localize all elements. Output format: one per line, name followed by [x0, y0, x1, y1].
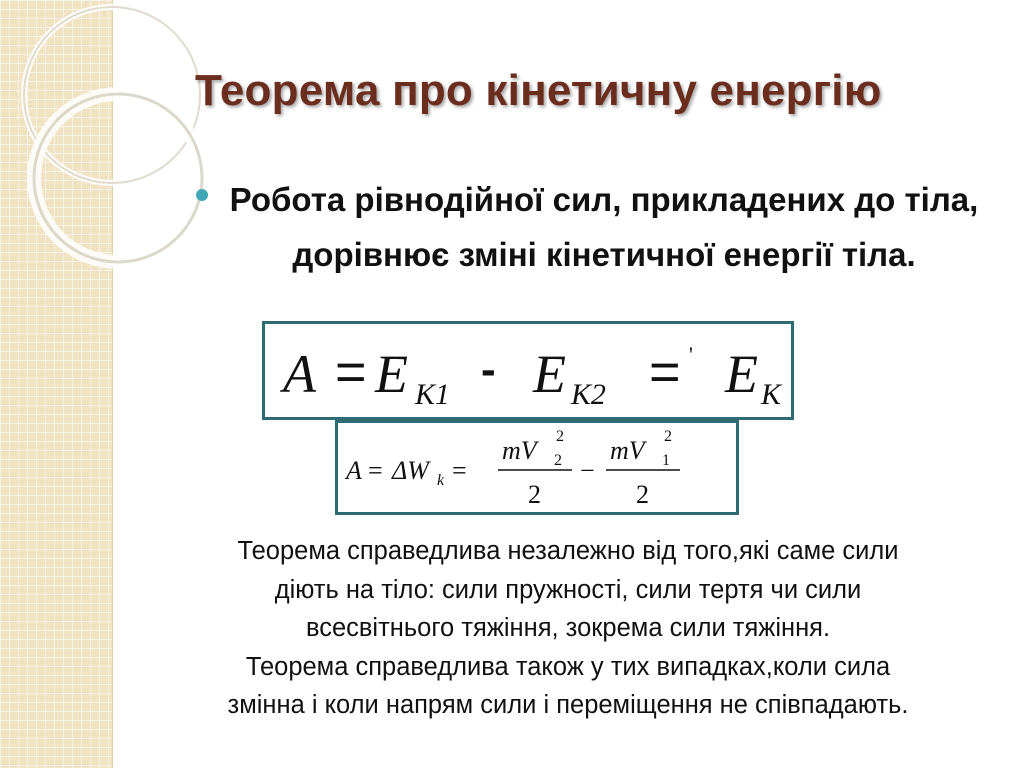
formula2-num1-sup: 2	[556, 428, 564, 445]
formula-tick: '	[689, 342, 693, 367]
formula2-num2-sub: 1	[662, 452, 670, 469]
formula-sub-k: К	[761, 378, 781, 411]
formula2-equals: =	[368, 456, 383, 485]
slide-title: Теорема про кінетичну енергію	[195, 66, 882, 115]
paragraph-line: змінна і коли напрям сили і переміщення не співпадають.	[227, 691, 909, 719]
formula-equals-2: =	[649, 342, 681, 402]
formula-sub-k1: К1	[415, 378, 450, 411]
formula-equals-1: =	[335, 342, 367, 402]
formula2-den2: 2	[636, 480, 649, 509]
work-energy-formula-box	[262, 321, 794, 420]
formula2-num2-sup: 2	[664, 428, 672, 445]
paragraph-line: Теорема справедлива також у тих випадках,коли сила	[245, 652, 891, 681]
paragraph-line: всесвітнього тяжіння, зокрема сили тяжіння.	[305, 614, 831, 642]
formula2-minus: −	[580, 456, 595, 485]
formula-sub-k2: К2	[571, 378, 606, 411]
formula2-den1: 2	[528, 480, 541, 509]
formula2-a: A	[346, 456, 362, 485]
formula2-num1-sub: 2	[554, 452, 562, 469]
formula-minus: -	[481, 345, 496, 394]
bullet-text: Робота рівнодійної сил, прикладених до тіла, дорівнює зміні кінетичної енергії тіла.	[229, 181, 979, 273]
kinetic-energy-formula	[338, 423, 736, 512]
paragraph-line: діють на тіло: сили пружності, сили тертя чи сили	[274, 575, 862, 604]
formula-e2: E	[533, 344, 566, 404]
formula-e1: E	[375, 344, 408, 404]
formula-e3: E	[725, 344, 758, 404]
formula2-num1: mV	[502, 436, 537, 465]
explanation-paragraph	[112, 532, 1024, 725]
decorative-circles	[0, 0, 200, 320]
bullet-dot-icon	[196, 189, 208, 201]
formula2-delta-w: ΔW	[392, 456, 429, 485]
formula2-equals-2: =	[452, 456, 467, 485]
bullet-item	[196, 172, 996, 282]
paragraph-line: Теорема справедлива незалежно від того,які саме сили	[237, 537, 899, 565]
formula2-sub-k: k	[437, 472, 445, 489]
work-energy-formula	[265, 324, 791, 417]
formula-a: A	[283, 344, 316, 404]
formula2-num2: mV	[610, 436, 645, 465]
kinetic-energy-formula-box	[335, 420, 739, 515]
